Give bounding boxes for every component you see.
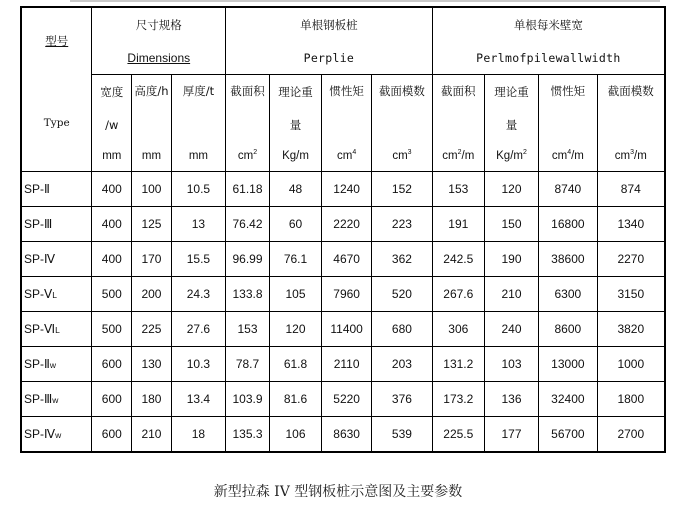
type-suffix: L (52, 289, 57, 300)
unit-inertia2-cell (539, 141, 597, 172)
cell-type (21, 277, 92, 312)
cell-a: 135.3 (226, 417, 270, 453)
unit-inertia: cm (337, 150, 353, 162)
cell-t: 15.5 (171, 242, 225, 277)
cell-h: 100 (132, 172, 172, 207)
cell-z: 362 (372, 242, 433, 277)
unit-modulus2: cm (614, 150, 631, 162)
cell-type (21, 417, 92, 453)
cell-t: 10.3 (171, 347, 225, 382)
cell-wt2: 136 (484, 382, 538, 417)
table-row (21, 207, 665, 242)
cell-i2: 38600 (539, 242, 597, 277)
table-row (21, 417, 665, 453)
size-spec-en-cell (92, 41, 226, 75)
table-row (21, 347, 665, 382)
unit-weight2-cell (484, 141, 538, 172)
type-suffix: w (49, 359, 57, 370)
weight-label: 理论重 (269, 75, 321, 110)
cell-z2: 2700 (597, 417, 665, 453)
top-divider (70, 0, 660, 2)
cell-wt2: 210 (484, 277, 538, 312)
inertia-label: 惯性矩 (322, 75, 372, 142)
unit-modulus-cell (372, 141, 433, 172)
table-body (21, 7, 665, 452)
type-suffix: w (55, 429, 62, 440)
modulus2-label: 截面模数 (597, 75, 665, 142)
cell-z2: 3150 (597, 277, 665, 312)
cell-wt2: 103 (484, 347, 538, 382)
unit-inertia2-sup: 4 (567, 149, 572, 157)
unit-inertia2-post: /m (571, 150, 584, 162)
unit-thickness: mm (171, 141, 225, 172)
unit-area-sup: 2 (253, 149, 258, 157)
weight2-label: 理论重 (484, 75, 538, 110)
cell-a: 96.99 (226, 242, 270, 277)
cell-type (21, 382, 92, 417)
table-row (21, 172, 665, 207)
cell-a: 103.9 (226, 382, 270, 417)
per-m-en: Perlmofpilewallwidth (476, 50, 621, 65)
cell-w: 600 (92, 382, 132, 417)
cell-wt2: 120 (484, 172, 538, 207)
unit-height: mm (132, 141, 172, 172)
unit-inertia2: cm (551, 150, 568, 162)
cell-i2: 56700 (539, 417, 597, 453)
type-code: SP-Ⅵ (24, 321, 56, 336)
cell-w: 400 (92, 242, 132, 277)
cell-w: 500 (92, 277, 132, 312)
cell-t: 10.5 (171, 172, 225, 207)
cell-w: 400 (92, 207, 132, 242)
cell-wt: 120 (269, 312, 321, 347)
cell-wt2: 190 (484, 242, 538, 277)
cell-z: 376 (372, 382, 433, 417)
unit-modulus2-post: /m (634, 150, 647, 162)
cell-h: 225 (132, 312, 172, 347)
cell-a: 133.8 (226, 277, 270, 312)
cell-t: 18 (171, 417, 225, 453)
model-cn: 型号 (45, 34, 69, 49)
cell-a: 61.18 (226, 172, 270, 207)
cell-i2: 6300 (539, 277, 597, 312)
cell-a2: 173.2 (432, 382, 484, 417)
cell-z: 203 (372, 347, 433, 382)
unit-weight: Kg/m (269, 141, 321, 172)
cell-z2: 1340 (597, 207, 665, 242)
cell-t: 27.6 (171, 312, 225, 347)
cell-z2: 874 (597, 172, 665, 207)
cell-i: 1240 (322, 172, 372, 207)
cell-z: 223 (372, 207, 433, 242)
cell-a: 153 (226, 312, 270, 347)
unit-modulus2-sup: 3 (630, 149, 635, 157)
cell-type: SP-Ⅳ (21, 242, 92, 277)
cell-i2: 8600 (539, 312, 597, 347)
cell-wt: 60 (269, 207, 321, 242)
cell-i2: 32400 (539, 382, 597, 417)
cell-a: 76.42 (226, 207, 270, 242)
area2-label: 截面积 (432, 75, 484, 142)
cell-w: 600 (92, 347, 132, 382)
type-suffix: w (52, 394, 59, 405)
cell-type: SP-Ⅲ (21, 207, 92, 242)
cell-wt: 106 (269, 417, 321, 453)
weight2-label-2: 量 (484, 109, 538, 141)
cell-type (21, 347, 92, 382)
cell-z2: 1000 (597, 347, 665, 382)
cell-i: 4670 (322, 242, 372, 277)
type-code: SP-Ⅴ (24, 286, 53, 301)
figure-caption: 新型拉森 IV 型钢板桩示意图及主要参数 (213, 484, 463, 500)
cell-i: 5220 (322, 382, 372, 417)
single-pile-en: Perplie (226, 41, 433, 75)
cell-a2: 225.5 (432, 417, 484, 453)
unit-weight2: Kg/m (496, 150, 523, 162)
unit-weight2-sup: 2 (522, 149, 527, 157)
cell-w: 600 (92, 417, 132, 453)
cell-a2: 267.6 (432, 277, 484, 312)
cell-i: 2110 (322, 347, 372, 382)
cell-a2: 153 (432, 172, 484, 207)
cell-wt: 48 (269, 172, 321, 207)
cell-z: 539 (372, 417, 433, 453)
cell-wt: 76.1 (269, 242, 321, 277)
cell-h: 125 (132, 207, 172, 242)
unit-area: cm (237, 150, 254, 162)
unit-area2-sup: 2 (457, 149, 462, 157)
cell-wt: 81.6 (269, 382, 321, 417)
unit-area-cell (226, 141, 270, 172)
cell-type (21, 312, 92, 347)
table-row (21, 277, 665, 312)
unit-modulus2-cell (597, 141, 665, 172)
model-cn-cell (21, 7, 92, 75)
cell-i: 11400 (322, 312, 372, 347)
cell-wt2: 177 (484, 417, 538, 453)
type-suffix: L (55, 324, 60, 335)
cell-h: 210 (132, 417, 172, 453)
cell-w: 400 (92, 172, 132, 207)
cell-h: 180 (132, 382, 172, 417)
cell-t: 24.3 (171, 277, 225, 312)
cell-i2: 16800 (539, 207, 597, 242)
cell-wt2: 150 (484, 207, 538, 242)
unit-modulus-sup: 3 (407, 149, 412, 157)
single-pile-cn: 单根钢板桩 (226, 7, 433, 41)
weight-label-2: 量 (269, 109, 321, 141)
cell-a2: 242.5 (432, 242, 484, 277)
cell-wt: 61.8 (269, 347, 321, 382)
cell-a2: 131.2 (432, 347, 484, 382)
inertia2-label: 惯性矩 (539, 75, 597, 142)
unit-inertia-cell (322, 141, 372, 172)
table-row (21, 242, 665, 277)
cell-z2: 3820 (597, 312, 665, 347)
unit-area2-post: /m (461, 150, 475, 162)
cell-i2: 8740 (539, 172, 597, 207)
cell-z: 520 (372, 277, 433, 312)
size-spec-en: Dimensions (127, 50, 191, 65)
cell-i: 7960 (322, 277, 372, 312)
cell-i: 2220 (322, 207, 372, 242)
cell-h: 130 (132, 347, 172, 382)
cell-h: 200 (132, 277, 172, 312)
height-label: 高度/h (132, 75, 172, 142)
cell-z2: 2270 (597, 242, 665, 277)
per-m-cn: 单根每米壁宽 (513, 17, 583, 32)
thickness-label: 厚度/t (171, 75, 225, 142)
cell-a: 78.7 (226, 347, 270, 382)
area-label: 截面积 (226, 75, 270, 142)
table-row (21, 382, 665, 417)
cell-z: 680 (372, 312, 433, 347)
cell-a2: 306 (432, 312, 484, 347)
cell-t: 13 (171, 207, 225, 242)
unit-area2: cm (442, 150, 458, 162)
cell-z: 152 (372, 172, 433, 207)
cell-i: 8630 (322, 417, 372, 453)
cell-wt2: 240 (484, 312, 538, 347)
cell-h: 170 (132, 242, 172, 277)
unit-area2-cell (432, 141, 484, 172)
cell-w: 500 (92, 312, 132, 347)
unit-inertia-sup: 4 (352, 149, 357, 157)
table-row (21, 312, 665, 347)
width-label-2: /w (92, 109, 132, 141)
modulus-label: 截面模数 (372, 75, 433, 142)
type-code: SP-Ⅱ (24, 356, 50, 371)
cell-z2: 1800 (597, 382, 665, 417)
cell-i2: 13000 (539, 347, 597, 382)
unit-width: mm (92, 141, 132, 172)
cell-wt: 105 (269, 277, 321, 312)
type-code: SP-Ⅳ (24, 426, 56, 441)
spec-table (20, 6, 666, 453)
cell-type: SP-Ⅱ (21, 172, 92, 207)
cell-a2: 191 (432, 207, 484, 242)
cell-t: 13.4 (171, 382, 225, 417)
model-en: Type (21, 75, 92, 172)
type-code: SP-Ⅲ (24, 391, 53, 406)
unit-modulus: cm (392, 150, 408, 162)
size-spec-cn: 尺寸规格 (92, 7, 226, 41)
width-label: 宽度 (92, 75, 132, 110)
